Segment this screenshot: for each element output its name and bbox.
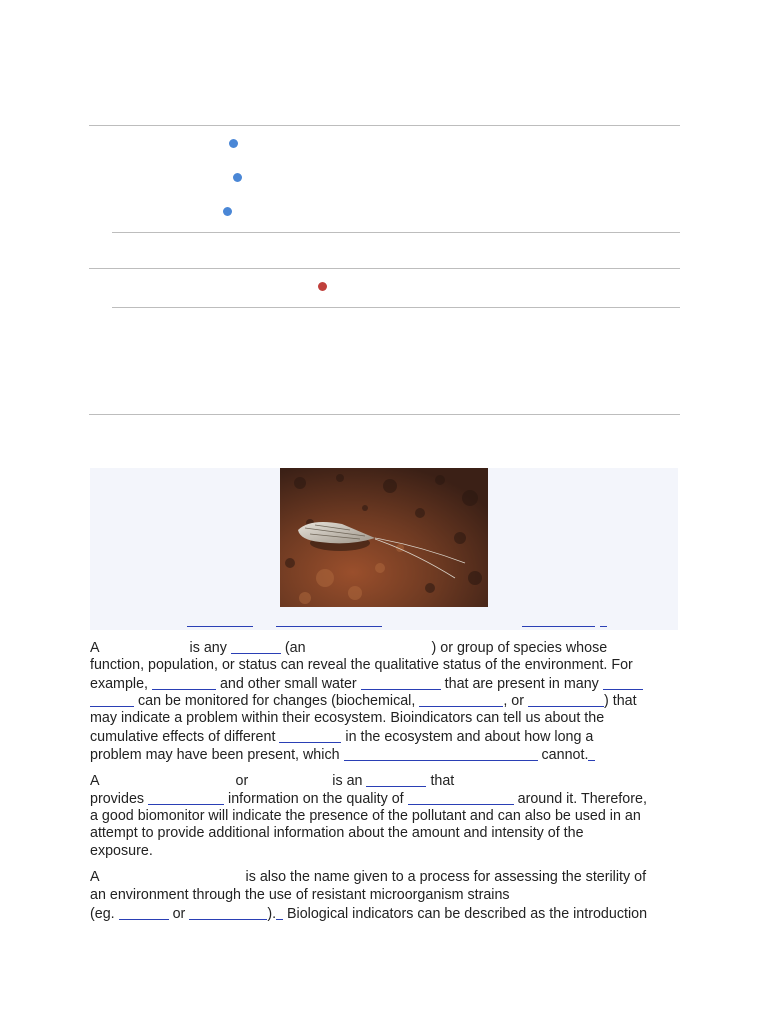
p2-text: around it. <box>517 790 578 807</box>
p1-text: example, <box>90 675 149 692</box>
bullet-icon <box>229 139 238 148</box>
p1-text: function, population, or status can reveal the qualitative status of the environment. For <box>90 656 633 673</box>
blank[interactable] <box>279 728 341 743</box>
p3-text: A <box>90 869 100 885</box>
p1-text: may indicate a problem within their ecosystem. Bioindicators can tell us about the <box>90 710 605 727</box>
blank[interactable] <box>189 905 267 920</box>
rule-2 <box>112 232 680 233</box>
p3-text: is also the name given to a process for assessing the sterility of <box>245 869 647 885</box>
p2-text: Therefore, <box>577 790 647 807</box>
bullet-icon <box>223 207 232 216</box>
paragraph-3 <box>90 869 684 922</box>
blank[interactable] <box>90 692 134 707</box>
p1-text: , or <box>503 693 524 710</box>
blank[interactable] <box>276 905 283 920</box>
rule-1 <box>89 125 680 126</box>
rule-3 <box>89 268 680 269</box>
blank[interactable] <box>119 905 169 920</box>
rule-5 <box>89 414 680 415</box>
p2-text: exposure. <box>90 843 153 860</box>
blank[interactable] <box>419 692 503 707</box>
bullet-icon-red <box>318 282 327 291</box>
p1-text: ) or group of species whose <box>431 640 608 656</box>
caption-link[interactable] <box>276 614 382 627</box>
blank[interactable] <box>603 675 643 690</box>
p2-text: attempt to provide additional information about the amount and intensity of the <box>90 825 584 842</box>
paragraph-2 <box>90 772 684 861</box>
paragraph-1 <box>90 639 684 764</box>
p1-text: A <box>90 640 100 656</box>
blank[interactable] <box>231 639 281 654</box>
blank[interactable] <box>408 790 514 805</box>
p1-text: that are present in many <box>444 675 599 692</box>
p2-text: that <box>430 773 455 789</box>
p1-text: in the ecosystem and about how long a <box>345 728 594 745</box>
blank[interactable] <box>366 772 426 787</box>
p1-text: can be monitored for changes (biochemical, <box>137 693 416 710</box>
bullet-icon <box>233 173 242 182</box>
p3-text: or <box>172 905 186 922</box>
p2-text: information on the quality of <box>228 790 404 807</box>
blank[interactable] <box>152 675 216 690</box>
p3-text: ). <box>267 905 277 922</box>
blank[interactable] <box>361 675 441 690</box>
p1-text: and other small water <box>219 675 357 692</box>
p2-text: provides <box>90 790 145 807</box>
p1-text: (an <box>284 640 306 656</box>
caption-link[interactable] <box>187 614 253 627</box>
p1-text: cumulative effects of different <box>90 728 276 745</box>
p2-text: A <box>90 773 100 789</box>
rule-4 <box>112 307 680 308</box>
p2-text: a good biomonitor will indicate the presence of the pollutant and can also be used in an <box>90 807 641 824</box>
p3-text: an environment through the use of resistant microorganism strains <box>90 886 510 903</box>
p3-text: Biological indicators can be described as the introduction <box>283 905 648 922</box>
caddisfly-photo <box>280 468 488 607</box>
blank[interactable] <box>588 746 595 761</box>
blank[interactable] <box>528 692 604 707</box>
p2-text: or <box>235 773 249 789</box>
p1-text: cannot. <box>541 746 589 763</box>
blank[interactable] <box>148 790 224 805</box>
caption-link[interactable] <box>522 614 595 627</box>
blank[interactable] <box>344 746 538 761</box>
caption-link[interactable] <box>600 614 607 627</box>
p1-text: ) that <box>603 693 637 710</box>
p2-text: is an <box>332 773 363 789</box>
p1-text: problem may have been present, which <box>90 746 340 763</box>
p1-text: is any <box>189 640 227 656</box>
p3-text: (eg. <box>90 905 115 922</box>
